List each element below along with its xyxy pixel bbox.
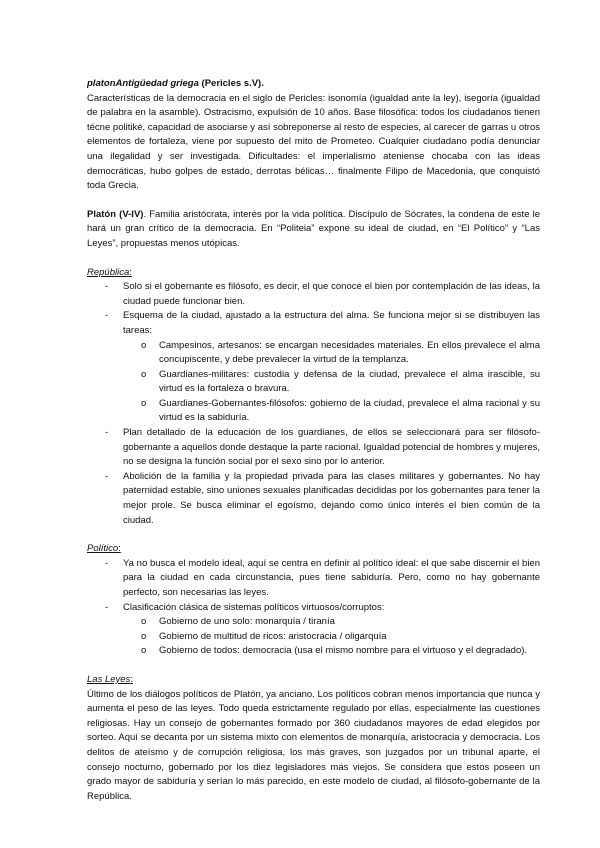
circle-marker: o — [141, 616, 147, 628]
politico-list — [87, 557, 540, 659]
platon-name: Platón (V-IV) — [87, 208, 144, 220]
leyes-title: Las Leyes: — [87, 673, 133, 685]
circle-marker: o — [141, 645, 147, 657]
republica-sublist — [123, 339, 540, 427]
list-item: - Esquema de la ciudad, ajustado a la estructura del alma. Se funciona mejor si se distribuyen las tareas: o Campesinos, artesanos: se encargan necesidades materiales. En ellos prevalece el alma concupiscente, y debe prevalecer la virtud de la templanza. o Guardianes-militares: custodia y defensa de la ciudad, prevalece el alma irascible, su virtud es la fortaleza o bravura. o Guardianes-Gobernantes-filósofos: gobierno de la ciudad, prevalece el alma racional y su virtud es la sabiduría. — [87, 309, 540, 426]
dash-marker: - — [105, 601, 109, 613]
intro-heading — [87, 78, 264, 89]
sub-list-item: o Guardianes-militares: custodia y defensa de la ciudad, prevalece el alma irascible, su virtud es la fortaleza o bravura. — [141, 368, 540, 395]
dash-marker: - — [105, 470, 109, 482]
circle-marker: o — [141, 397, 147, 409]
sub-list-item: o Gobierno de multitud de ricos: aristocracia / oligarquía — [123, 630, 540, 645]
dash-marker: - — [105, 557, 109, 569]
sub-list-item: o Guardianes-Gobernantes-filósofos: gobierno de la ciudad, prevalece el alma racional y su virtud es la sabiduría. — [141, 397, 540, 424]
list-item: - Abolición de la familia y la propiedad privada para las clases militares y gobernantes. No hay paternidad estable, sino uniones sexuales planificadas decididas por los gobernantes para tener la mejor prole. Se busca eliminar el egoísmo, dejando como único interés el bien común de la ciudad. — [105, 470, 540, 526]
intro-body: Características de la democracia en el siglo de Pericles: isonomía (igualdad ante la ley), isegoría (igualdad de palabra en la asamble). Ostracismo, expulsión de 10 años. Base filosófica: todos los ciudadanos tienen técne politiké, capacidad de asociarse y así sobreponerse al resto de especies, al carecer de garras u otros elementos de fortaleza, viene por supuesto del mito de Prometeo. Cualquier ciudadano podía denunciar una ilegalidad y ser investigada. Dificultades: el imperialismo ateniense chocaba con las ideas democráticas, hubo golpes de estado, derrotas bélicas… finalmente Filipo de Macedonia, que conquistó toda Grecia. — [87, 92, 540, 192]
dash-marker: - — [105, 281, 109, 293]
republica-title: República: — [87, 266, 132, 278]
politico-title: Político: — [87, 543, 121, 555]
platon-body: . Familia aristócrata, interés por la vida política. Discípulo de Sócrates, la condena de este le hará un gran crítico de la democracia. En “Politeia” expone su ideal de ciudad, en “El Político” y “Las Leyes”, propuestas menos utópicas. — [87, 208, 541, 249]
intro-paragraph — [87, 77, 540, 194]
politico-sublist — [123, 615, 540, 659]
platon-paragraph — [87, 208, 540, 252]
sub-list-item: o Campesinos, artesanos: se encargan necesidades materiales. En ellos prevalece el alma concupiscente, y debe prevalecer la virtud de la templanza. — [141, 339, 540, 366]
circle-marker: o — [141, 368, 147, 380]
intro-heading-rest: (Pericles s.V). — [198, 78, 264, 89]
list-item: - Ya no busca el modelo ideal, aquí se centra en definir al político ideal: el que sabe discernir el bien para la ciudad en cada circunstancia, pues tiene sabiduría. Pero, como no hay gobernante perfecto, son necesarias las leyes. — [105, 557, 540, 598]
circle-marker: o — [141, 630, 147, 642]
list-item: - Plan detallado de la educación de los guardianes, de ellos se seleccionará para ser filósofo-gobernante a aquellos donde destaque la parte racional. Igualdad potencial de hombres y mujeres, no se designa la función social por el sexo sino por lo anterior. — [105, 427, 540, 468]
leyes-body: Último de los diálogos políticos de Platón, ya anciano. Los políticos cobran menos importancia que nunca y aumenta el peso de las leyes. Todo queda estrictamente regulado por ellas, especialmente las cuestiones religiosas. Hay un consejo de gobernantes formado por 360 ciudadanos mayores de edad elegidos por sorteo. Aquí se decanta por un sistema mixto con elementos de monarquía, aristocracia y democracia. Los delitos de ateísmo y de corrupción religiosa, los más graves, son juzgados por un tribunal aparte, el consejo nocturno, gobernado por los diez legisladores más viejos. Se considera que estos poseen un grado mayor de sabiduría y serían lo más parecido, en este modelo de ciudad, al filósofo-gobernante de la República. — [87, 688, 540, 802]
intro-heading-italic: platonAntigüedad griega — [87, 78, 199, 89]
circle-marker: o — [141, 339, 147, 351]
list-item: - Solo si el gobernante es filósofo, es decir, el que conoce el bien por contemplación de las ideas, la ciudad puede funcionar bien. — [105, 281, 540, 307]
dash-marker: - — [105, 310, 109, 322]
sub-list-item: o Gobierno de uno solo: monarquía / tiranía — [123, 615, 540, 630]
sub-list-item: o Gobierno de todos: democracia (usa el mismo nombre para el virtuoso y el degradado). — [123, 644, 540, 659]
republica-list — [87, 280, 540, 528]
dash-marker: - — [105, 427, 109, 439]
list-item: - Clasificación clásica de sistemas políticos virtuosos/corruptos: o Gobierno de uno solo: monarquía / tiranía o Gobierno de multitud de ricos: aristocracia / oligarquía o Gobierno de todos: democracia (usa el mismo nombre para el virtuoso y el degradado). — [87, 601, 540, 659]
